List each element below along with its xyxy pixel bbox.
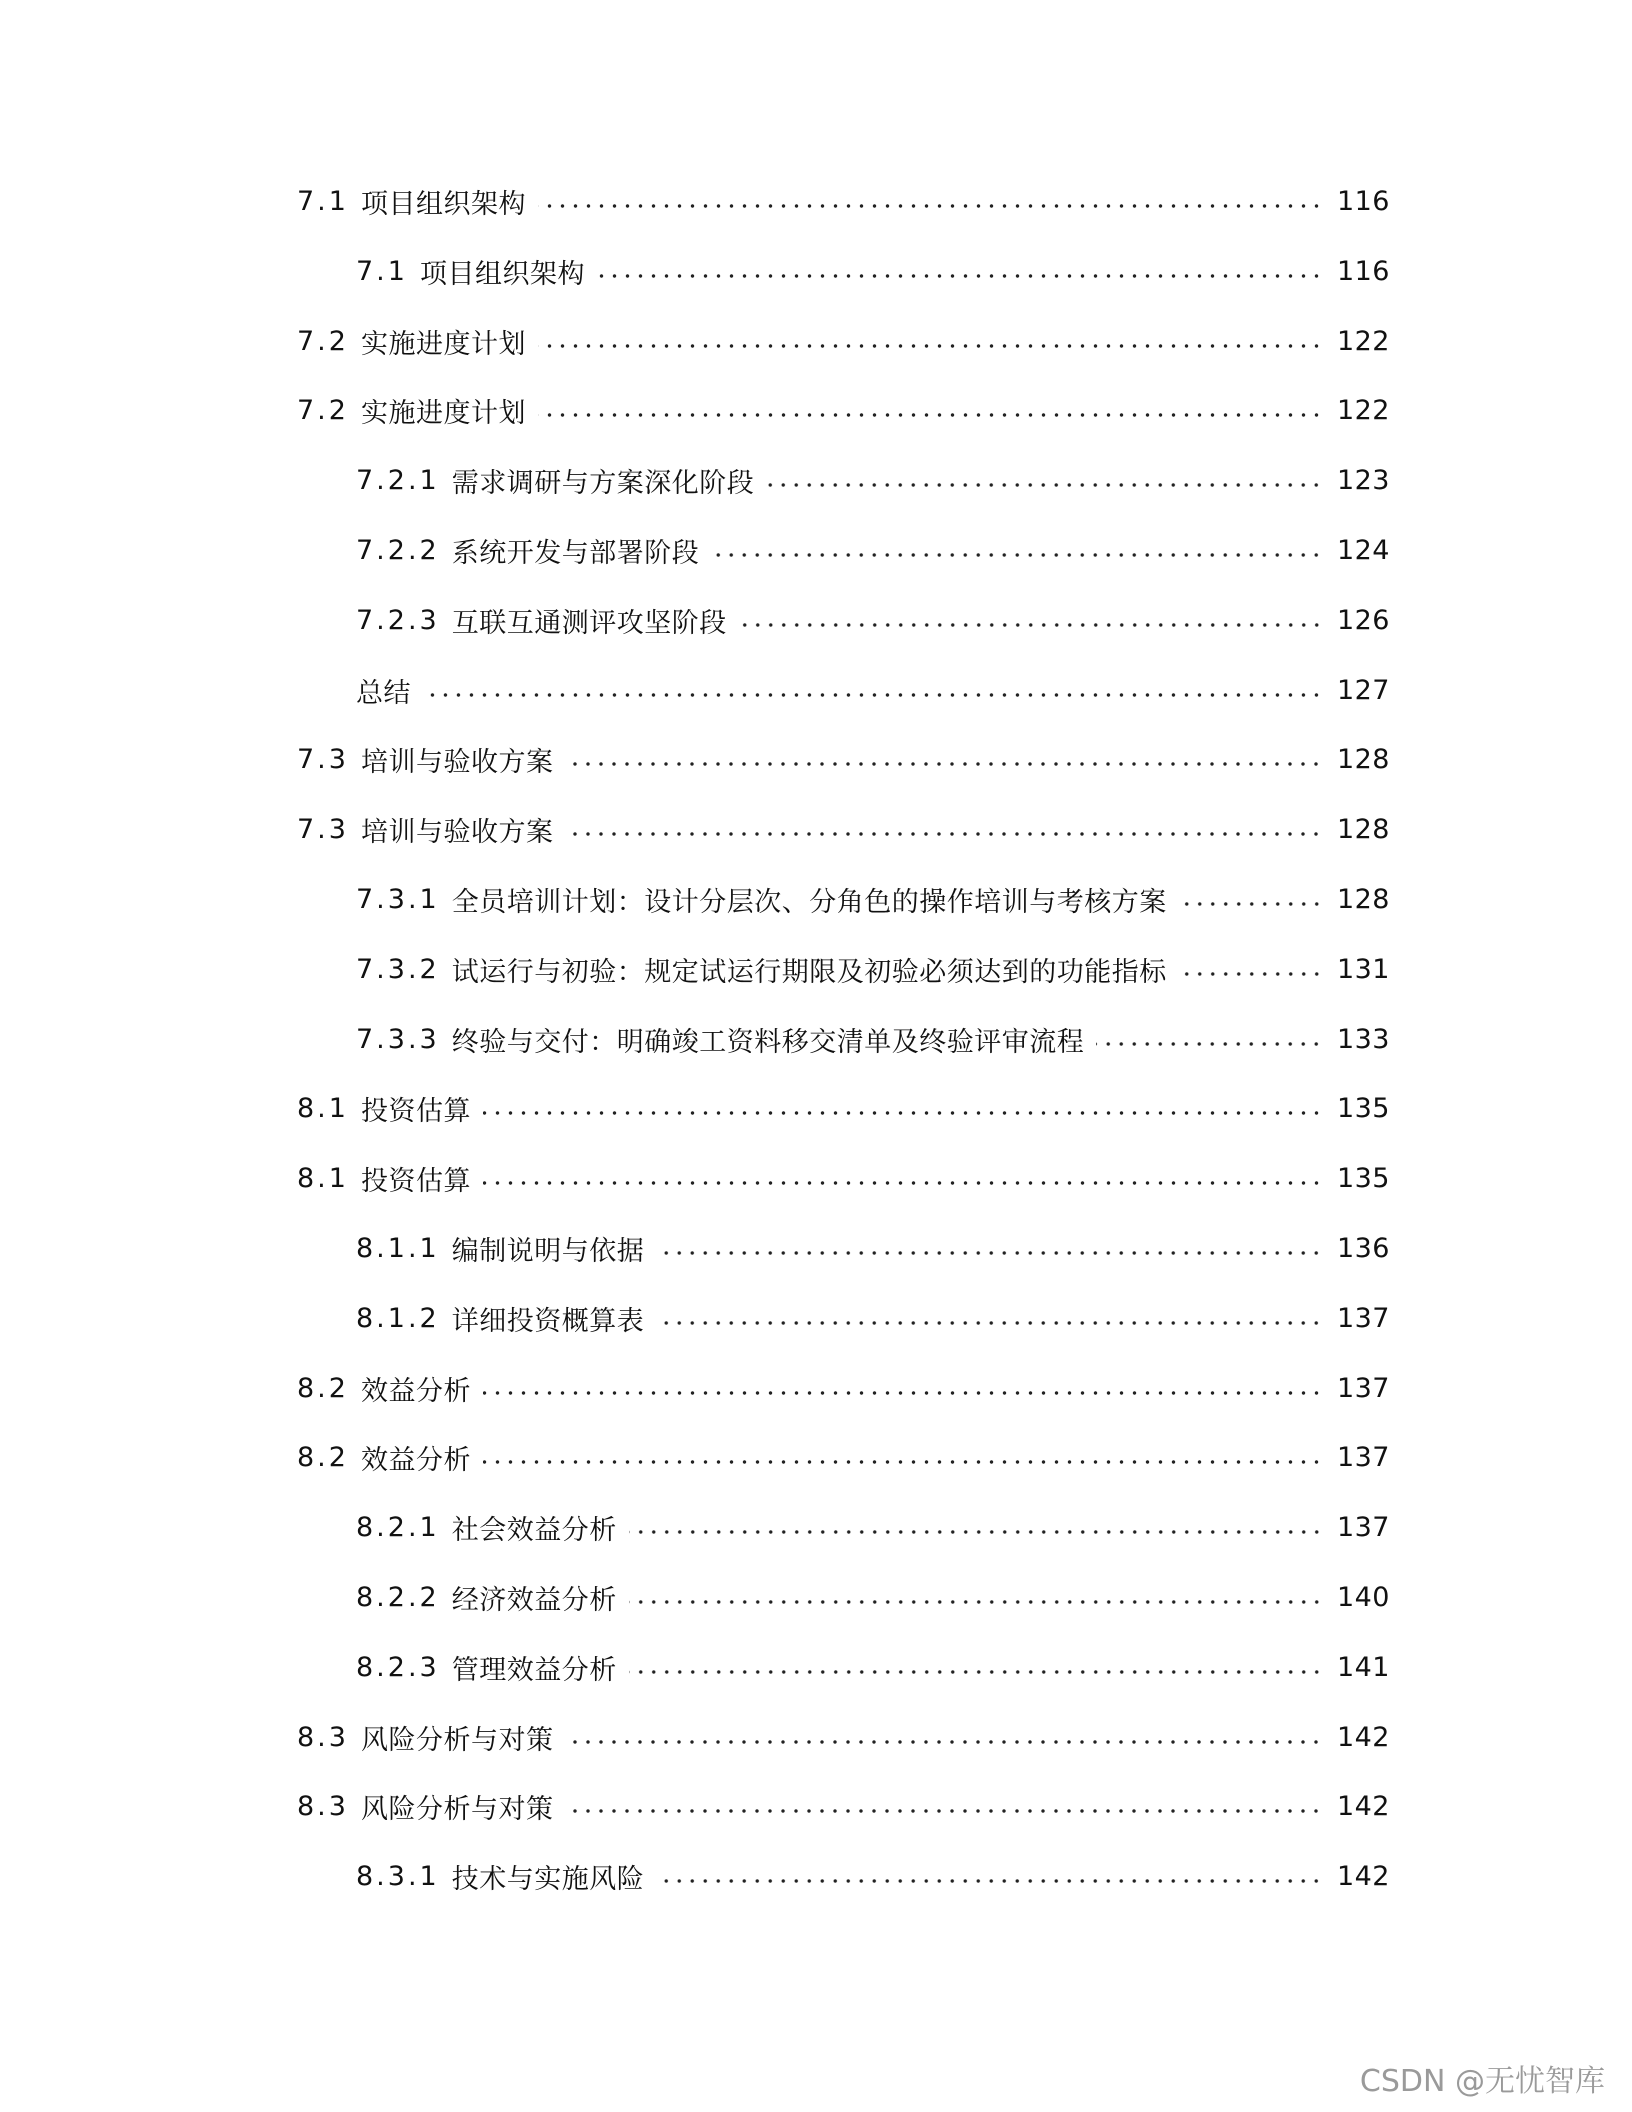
toc-entry-page-number: 128 xyxy=(1336,743,1390,775)
toc-entry[interactable] xyxy=(297,1364,1390,1412)
toc-entry-page-number: 135 xyxy=(1336,1162,1390,1194)
toc-entry-page-number: 137 xyxy=(1336,1441,1390,1473)
toc-entry-title: 管理效益分析 xyxy=(451,1654,617,1686)
toc-entry[interactable] xyxy=(297,177,1390,225)
toc-entry[interactable] xyxy=(297,386,1390,434)
dot-leader xyxy=(538,204,1323,208)
toc-entry-number: 7.2.3 xyxy=(356,604,440,636)
toc-entry-number: 7.3 xyxy=(297,813,349,845)
toc-entry-page-number: 116 xyxy=(1336,255,1390,287)
toc-entry-number: 8.3 xyxy=(297,1721,349,1753)
dot-leader xyxy=(483,1111,1323,1115)
watermark: CSDN @无忧智库 xyxy=(1359,2064,1605,2099)
toc-entry-page-number: 142 xyxy=(1336,1790,1390,1822)
dot-leader xyxy=(483,1181,1323,1185)
dot-leader xyxy=(565,1740,1323,1744)
toc-entry-title: 项目组织架构 xyxy=(360,188,526,220)
toc-entry[interactable] xyxy=(356,526,1390,574)
toc-entry[interactable] xyxy=(356,1294,1390,1342)
dot-leader xyxy=(565,762,1323,766)
toc-entry-title: 投资估算 xyxy=(360,1165,471,1197)
toc-entry-number: 7.1 xyxy=(356,255,408,287)
toc-entry-number: 7.3.2 xyxy=(356,953,440,985)
toc-entry-page-number: 128 xyxy=(1336,813,1390,845)
dot-leader xyxy=(538,413,1323,417)
dot-leader xyxy=(656,1879,1323,1883)
toc-entry-title: 实施进度计划 xyxy=(360,397,526,429)
toc-entry[interactable] xyxy=(356,456,1390,504)
dot-leader xyxy=(423,693,1323,697)
toc-entry[interactable] xyxy=(297,735,1390,783)
toc-entry-title: 试运行与初验：规定试运行期限及初验必须达到的功能指标 xyxy=(451,956,1167,988)
dot-leader xyxy=(629,1530,1323,1534)
toc-entry[interactable] xyxy=(356,1224,1390,1272)
dot-leader xyxy=(483,1460,1323,1464)
toc-entry-number: 8.1.2 xyxy=(356,1302,440,1334)
dot-leader xyxy=(483,1391,1323,1395)
toc-entry[interactable] xyxy=(356,1015,1390,1063)
toc-entry-page-number: 123 xyxy=(1336,464,1390,496)
dot-leader xyxy=(538,344,1323,348)
dot-leader xyxy=(565,832,1323,836)
dot-leader xyxy=(656,1251,1323,1255)
toc-entry[interactable] xyxy=(297,1713,1390,1761)
toc-entry-title: 详细投资概算表 xyxy=(451,1305,645,1337)
toc-entry[interactable] xyxy=(297,317,1390,365)
toc-entry-title: 培训与验收方案 xyxy=(360,746,554,778)
dot-leader xyxy=(766,483,1323,487)
toc-entry-number: 7.2.1 xyxy=(356,464,440,496)
toc-entry-number: 8.2.2 xyxy=(356,1581,440,1613)
toc-entry-title: 经济效益分析 xyxy=(451,1584,617,1616)
toc-entry-number: 8.3.1 xyxy=(356,1860,440,1892)
toc-entry-title: 互联互通测评攻坚阶段 xyxy=(451,607,727,639)
toc-entry-page-number: 142 xyxy=(1336,1860,1390,1892)
toc-entry-title: 需求调研与方案深化阶段 xyxy=(451,467,755,499)
toc-entry[interactable] xyxy=(356,247,1390,295)
toc-entry-page-number: 128 xyxy=(1336,883,1390,915)
toc-entry-page-number: 140 xyxy=(1336,1581,1390,1613)
toc-entry-title: 全员培训计划：设计分层次、分角色的操作培训与考核方案 xyxy=(451,886,1167,918)
toc-entry-page-number: 137 xyxy=(1336,1302,1390,1334)
toc-entry[interactable] xyxy=(356,666,1390,714)
toc-entry-page-number: 142 xyxy=(1336,1721,1390,1753)
toc-entry[interactable] xyxy=(297,1154,1390,1202)
toc-entry-page-number: 141 xyxy=(1336,1651,1390,1683)
toc-entry[interactable] xyxy=(297,1433,1390,1481)
toc-entry-title: 效益分析 xyxy=(360,1375,471,1407)
toc-entry-number: 8.2.3 xyxy=(356,1651,440,1683)
dot-leader xyxy=(1179,972,1323,976)
toc-entry-title: 社会效益分析 xyxy=(451,1514,617,1546)
dot-leader xyxy=(597,274,1323,278)
toc-entry-page-number: 136 xyxy=(1336,1232,1390,1264)
toc-entry-title: 实施进度计划 xyxy=(360,328,526,360)
toc-entry-page-number: 137 xyxy=(1336,1372,1390,1404)
toc-entry-page-number: 133 xyxy=(1336,1023,1390,1055)
dot-leader xyxy=(656,1321,1323,1325)
toc-entry-title: 投资估算 xyxy=(360,1095,471,1127)
toc-entry-page-number: 127 xyxy=(1336,674,1390,706)
toc-entry-number: 8.3 xyxy=(297,1790,349,1822)
toc-entry-number: 7.3.3 xyxy=(356,1023,440,1055)
toc-entry-number: 7.2 xyxy=(297,325,349,357)
toc-entry[interactable] xyxy=(356,1503,1390,1551)
dot-leader xyxy=(1096,1042,1323,1046)
toc-entry-page-number: 124 xyxy=(1336,534,1390,566)
toc-entry-number: 8.2 xyxy=(297,1441,349,1473)
toc-entry-page-number: 116 xyxy=(1336,185,1390,217)
toc-entry-number: 8.2.1 xyxy=(356,1511,440,1543)
toc-entry-title: 总结 xyxy=(356,677,411,709)
toc-entry[interactable] xyxy=(356,875,1390,923)
dot-leader xyxy=(1179,902,1323,906)
toc-entry-title: 效益分析 xyxy=(360,1444,471,1476)
toc-entry-number: 7.2.2 xyxy=(356,534,440,566)
toc-entry-number: 7.3 xyxy=(297,743,349,775)
toc-entry-title: 终验与交付：明确竣工资料移交清单及终验评审流程 xyxy=(451,1026,1085,1058)
dot-leader xyxy=(565,1809,1323,1813)
toc-entry[interactable] xyxy=(356,1573,1390,1621)
toc-entry-title: 技术与实施风险 xyxy=(451,1863,645,1895)
toc-entry[interactable] xyxy=(297,1782,1390,1830)
toc-entry[interactable] xyxy=(356,1852,1390,1900)
toc-entry-title: 培训与验收方案 xyxy=(360,816,554,848)
dot-leader xyxy=(711,553,1323,557)
toc-entry-title: 系统开发与部署阶段 xyxy=(451,537,700,569)
toc-entry-number: 7.2 xyxy=(297,394,349,426)
toc-entry-number: 8.2 xyxy=(297,1372,349,1404)
dot-leader xyxy=(629,1670,1323,1674)
toc-entry-title: 项目组织架构 xyxy=(419,258,585,290)
toc-entry[interactable] xyxy=(297,1084,1390,1132)
toc-entry-page-number: 122 xyxy=(1336,325,1390,357)
toc-entry-number: 7.3.1 xyxy=(356,883,440,915)
toc-entry-page-number: 126 xyxy=(1336,604,1390,636)
toc-entry-title: 风险分析与对策 xyxy=(360,1724,554,1756)
toc-entry[interactable] xyxy=(356,945,1390,993)
toc-entry[interactable] xyxy=(356,1643,1390,1691)
toc-entry-number: 8.1 xyxy=(297,1162,349,1194)
toc-entry[interactable] xyxy=(297,805,1390,853)
toc-entry-page-number: 135 xyxy=(1336,1092,1390,1124)
toc-entry-number: 8.1 xyxy=(297,1092,349,1124)
toc-entry-page-number: 122 xyxy=(1336,394,1390,426)
toc-entry-title: 编制说明与依据 xyxy=(451,1235,645,1267)
toc-entry[interactable] xyxy=(356,596,1390,644)
toc-entry-page-number: 131 xyxy=(1336,953,1390,985)
dot-leader xyxy=(739,623,1323,627)
toc-entry-number: 7.1 xyxy=(297,185,349,217)
toc-entry-number: 8.1.1 xyxy=(356,1232,440,1264)
toc-entry-page-number: 137 xyxy=(1336,1511,1390,1543)
toc-entry-title: 风险分析与对策 xyxy=(360,1793,554,1825)
dot-leader xyxy=(629,1600,1323,1604)
